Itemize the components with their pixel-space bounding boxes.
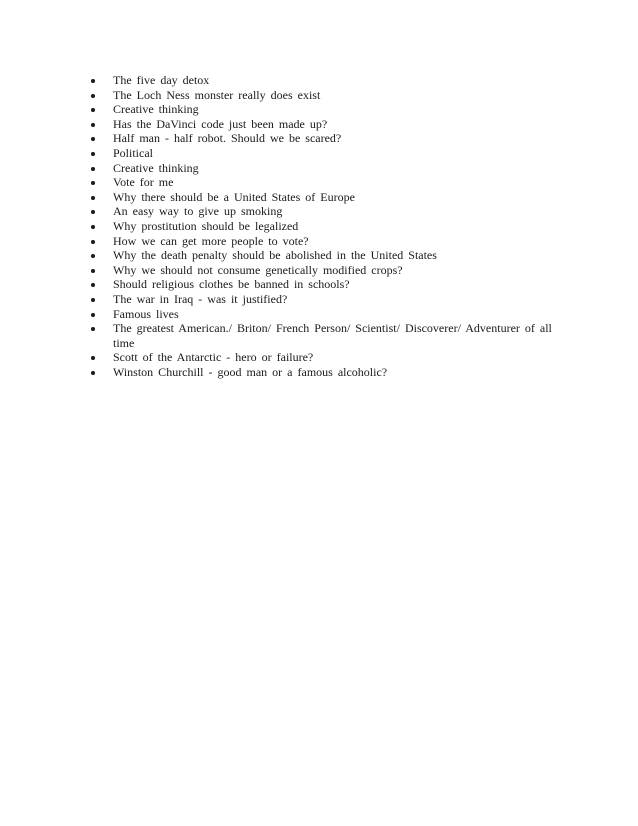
list-item: [90, 102, 560, 117]
bullet-dot-icon: [91, 269, 95, 273]
list-item-text: The greatest American./ Briton/ French Person/ Scientist/ Discoverer/ Adventurer of all time: [113, 321, 552, 350]
bullet-dot-icon: [91, 225, 95, 229]
list-item: [90, 73, 560, 88]
list-item: [90, 234, 560, 249]
list-item-text: Political: [113, 145, 153, 160]
list-item-text: Winston Churchill - good man or a famous alcoholic?: [113, 364, 388, 379]
list-item: [90, 117, 560, 132]
list-item: [90, 219, 560, 234]
bullet-dot-icon: [91, 210, 95, 214]
bullet-dot-icon: [91, 371, 95, 375]
bullet-dot-icon: [91, 327, 95, 331]
list-item-text: The Loch Ness monster really does exist: [113, 87, 321, 102]
list-item: [90, 204, 560, 219]
list-item: [90, 277, 560, 292]
bullet-dot-icon: [91, 313, 95, 317]
bullet-dot-icon: [91, 196, 95, 200]
bullet-dot-icon: [91, 152, 95, 156]
bullet-dot-icon: [91, 240, 95, 244]
list-item: [90, 307, 560, 322]
list-item: [90, 350, 560, 365]
list-item: [90, 292, 560, 307]
list-item-text: Half man - half robot. Should we be scared?: [113, 131, 342, 146]
bullet-dot-icon: [91, 181, 95, 185]
list-item: [90, 365, 560, 380]
list-item-text: Vote for me: [113, 175, 174, 190]
list-item-text: Has the DaVinci code just been made up?: [113, 116, 328, 131]
bullet-dot-icon: [91, 94, 95, 98]
list-item-text: Creative thinking: [113, 160, 199, 175]
list-item-text: An easy way to give up smoking: [113, 204, 283, 219]
list-item-text: The five day detox: [113, 73, 210, 87]
bullet-dot-icon: [91, 167, 95, 171]
list-item: [90, 175, 560, 190]
list-item: [90, 263, 560, 278]
list-item-text: Scott of the Antarctic - hero or failure?: [113, 350, 314, 365]
list-item: [90, 88, 560, 103]
bullet-dot-icon: [91, 137, 95, 141]
list-item-text: Why we should not consume genetically modified crops?: [113, 262, 403, 277]
bullet-dot-icon: [91, 356, 95, 360]
bullet-dot-icon: [91, 79, 95, 83]
list-item: [90, 131, 560, 146]
list-item-text: Why the death penalty should be abolished in the United States: [113, 248, 437, 263]
list-item-text: How we can get more people to vote?: [113, 233, 309, 248]
list-item-text: Famous lives: [113, 306, 179, 321]
bullet-dot-icon: [91, 283, 95, 287]
topic-bullet-list: [90, 73, 560, 379]
list-item: [90, 146, 560, 161]
bullet-dot-icon: [91, 298, 95, 302]
list-item: [90, 161, 560, 176]
list-item-text: The war in Iraq - was it justified?: [113, 291, 288, 306]
list-item-text: Creative thinking: [113, 102, 199, 117]
bullet-dot-icon: [91, 123, 95, 127]
bullet-dot-icon: [91, 108, 95, 112]
list-item-text: Why prostitution should be legalized: [113, 218, 299, 233]
list-item: [90, 248, 560, 263]
list-item-text: Why there should be a United States of Europe: [113, 189, 355, 204]
list-item: [90, 190, 560, 205]
list-item-text: Should religious clothes be banned in schools?: [113, 277, 350, 292]
list-item: [90, 321, 560, 350]
bullet-dot-icon: [91, 254, 95, 258]
